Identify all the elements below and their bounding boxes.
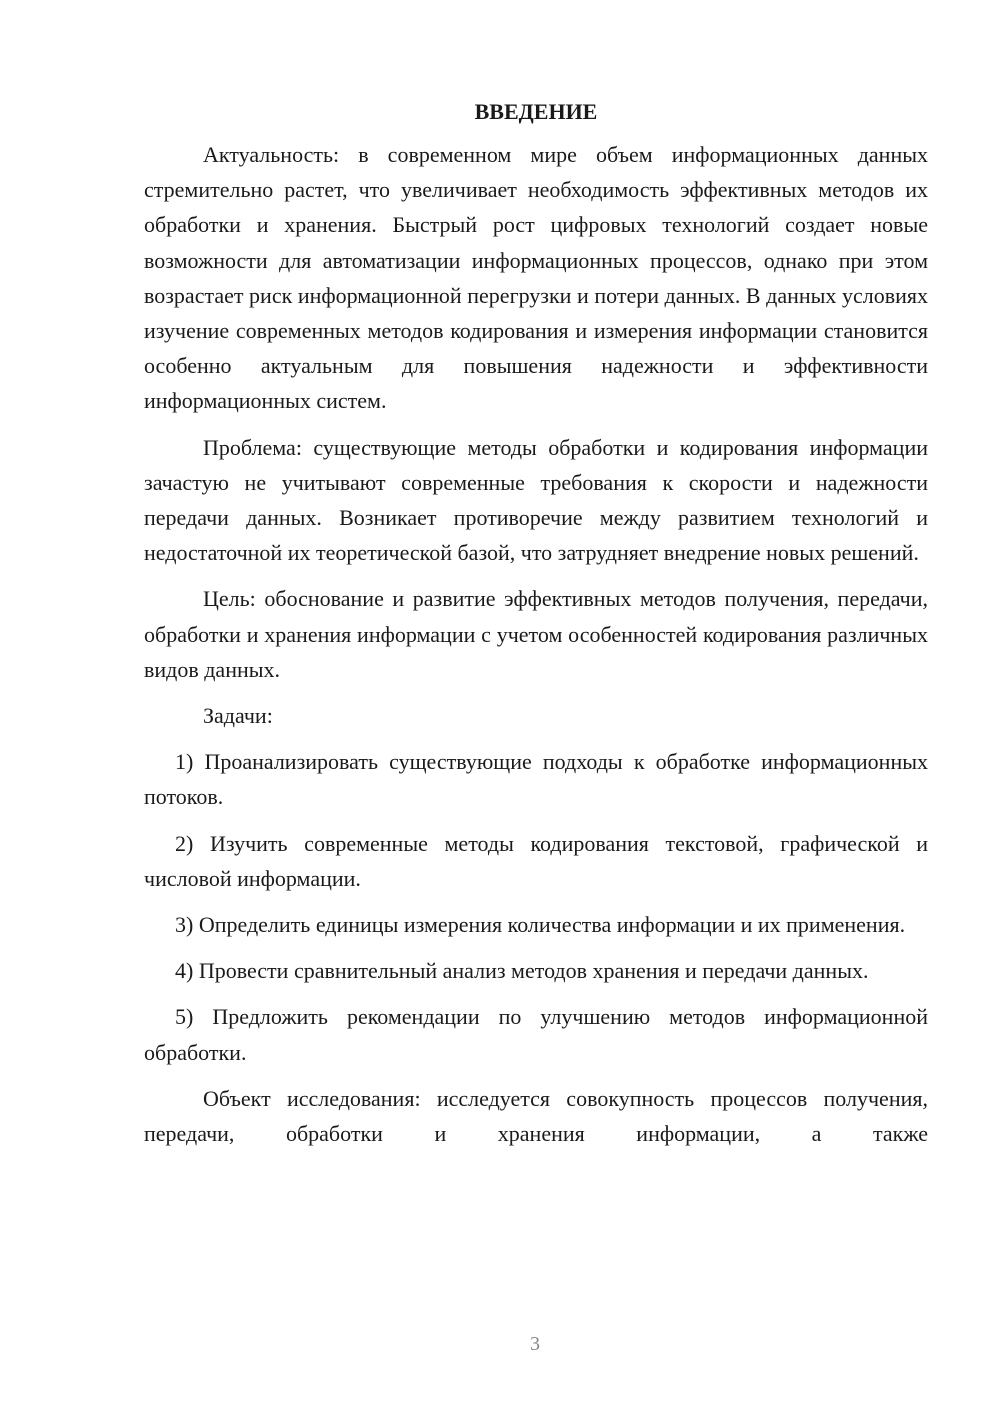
paragraph-relevance: Актуальность: в современном мире объем информационных данных стремительно растет, что увеличивает необходимость эффективных методов их обработки и хранения. Быстрый рост цифровых технологий создает новые возможности для автоматизации информационных процессов, однако при этом возрастает риск информационной перегрузки и потери данных. В данных условиях изучение современных методов кодирования и измерения информации становится особенно актуальным для повышения надежности и эффективности информационных систем. bbox=[144, 142, 928, 414]
task-item-3: 3) Определить единицы измерения количества информации и их применения. bbox=[175, 912, 906, 938]
page-number: 3 bbox=[530, 1333, 540, 1355]
page-content bbox=[144, 94, 928, 1162]
task-item-2: 2) Изучить современные методы кодирования текстовой, графической и числовой информации. bbox=[144, 830, 928, 891]
task-item-1: 1) Проанализировать существующие подходы к обработке информационных потоков. bbox=[144, 749, 928, 810]
tasks-heading: Задачи: bbox=[203, 703, 273, 729]
task-item-4: 4) Провести сравнительный анализ методов хранения и передачи данных. bbox=[175, 958, 869, 984]
page-title: ВВЕДЕНИЕ bbox=[474, 99, 598, 124]
paragraph-object: Объект исследования: исследуется совокупность процессов получения, передачи, обработки и хранения информации, а также bbox=[144, 1085, 928, 1147]
paragraph-problem: Проблема: существующие методы обработки и кодирования информации зачастую не учитывают современные требования к скорости и надежности передачи данных. Возникает противоречие между развитием технологий и недостаточной их теоретической базой, что затрудняет внедрение новых решений. bbox=[144, 434, 928, 566]
task-item-5: 5) Предложить рекомендации по улучшению методов информационной обработки. bbox=[144, 1004, 928, 1065]
paragraph-goal: Цель: обоснование и развитие эффективных методов получения, передачи, обработки и хранения информации с учетом особенностей кодирования различных видов данных. bbox=[144, 586, 928, 682]
